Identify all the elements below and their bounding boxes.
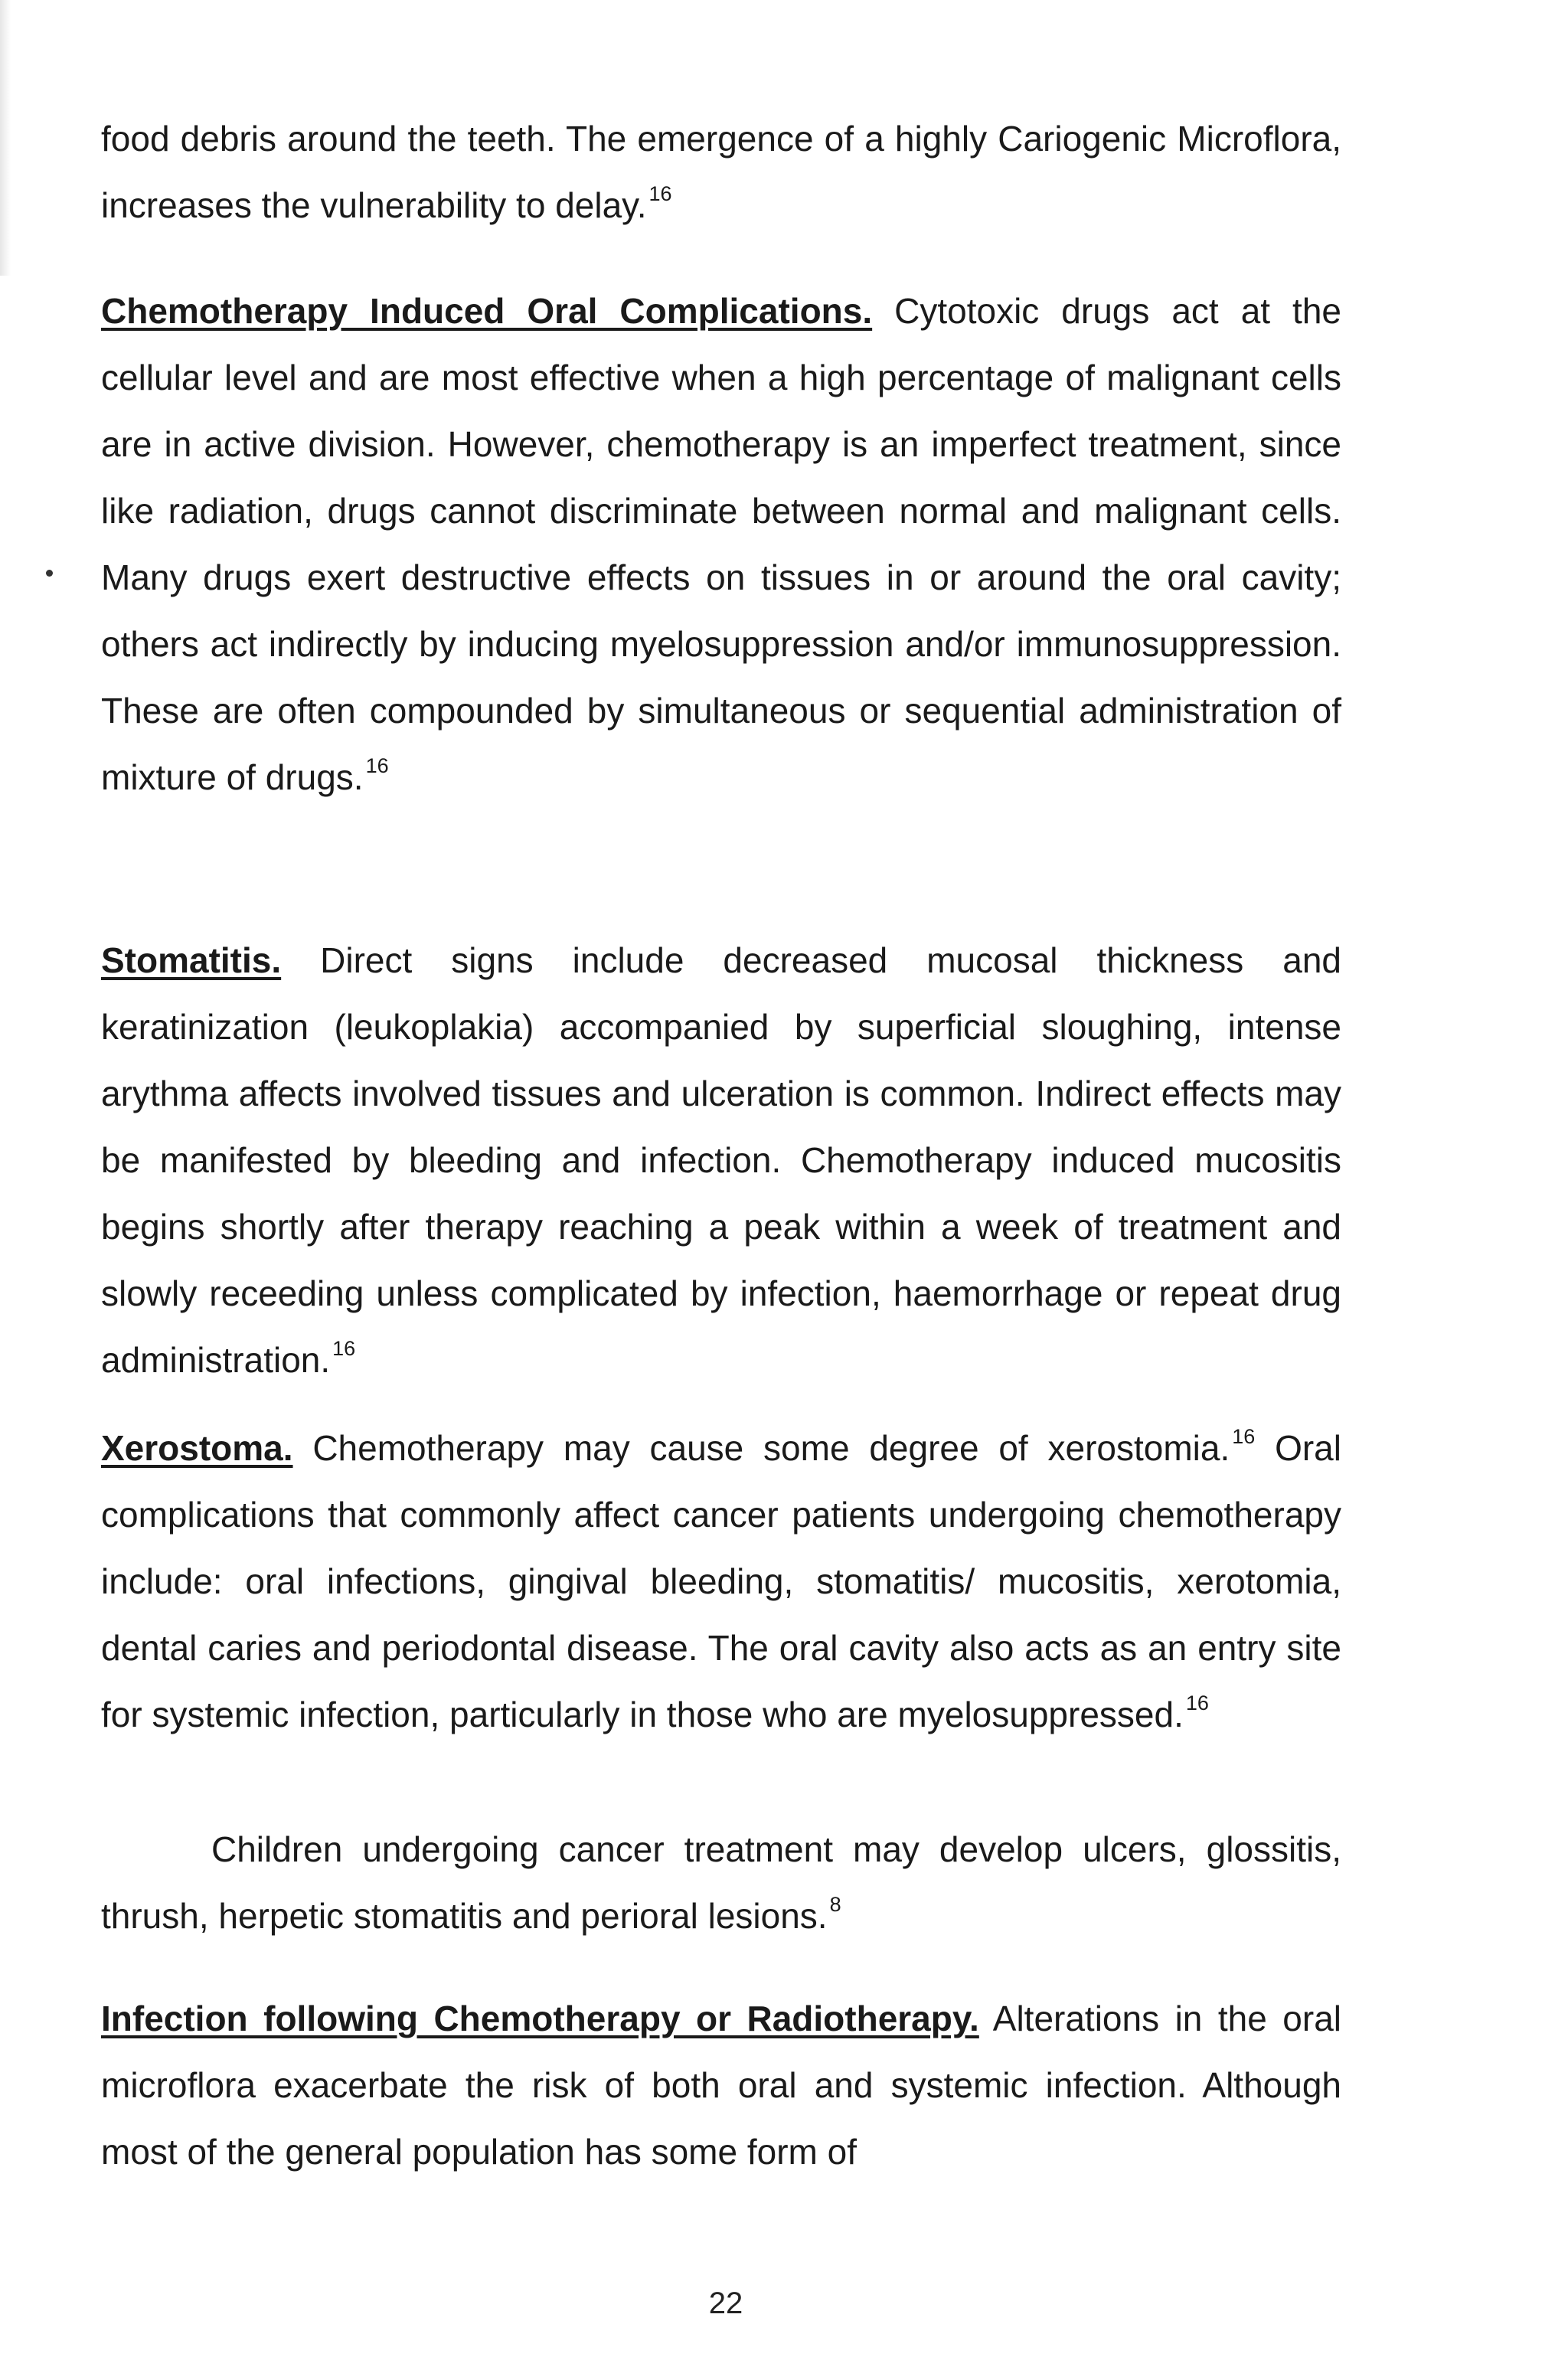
paragraph-text: Cytotoxic drugs act at the cellular level and are most effective when a high percentage of malignant cells are in active division. However, chemotherapy is an imperfect treatment, since like radiation, drugs cannot discriminate between normal and malignant cells. Many drugs exert destructive effects on tissues in or around the oral cavity; others act indirectly by inducing myelosuppression and/or immunosuppression. These are often compounded by simultaneous or sequential administration of mixture of drugs. [101,291,1342,797]
paragraph-xerostoma [101,1415,1341,1748]
margin-dot-mark [46,570,53,577]
reference-superscript: 16 [332,1337,356,1360]
section-heading: Stomatitis. [101,940,282,980]
paragraph-children-treatment [101,1816,1341,1950]
paragraph-text: Alterations in the oral microflora exacerbate the risk of both oral and systemic infection. Although most of the general population has some form of [101,1999,1341,2172]
section-heading: Xerostoma. [101,1428,293,1468]
reference-superscript: 16 [648,182,672,205]
paragraph-text: Oral complications that commonly affect cancer patients undergoing chemotherapy include: oral infections, gingival bleeding, stomatitis/ mucositis, xerotomia, dental caries and periodontal disease. The oral cavity also acts as an entry site for systemic infection, particularly in those who are myelosuppressed. [101,1428,1341,1734]
paragraph-infection [101,1986,1341,2185]
section-heading: Infection following Chemotherapy or Radiotherapy. [101,1999,979,2038]
paragraph-text: Direct signs include decreased mucosal thickness and keratinization (leukoplakia) accompanied by superficial sloughing, intense arythma affects involved tissues and ulceration is common. Indirect effects may be manifested by bleeding and infection. Chemotherapy induced mucositis begins shortly after therapy reaching a peak within a week of treatment and slowly receeding unless complicated by infection, haemorrhage or repeat drug administration. [101,940,1341,1380]
page-number: 22 [708,2286,743,2320]
paragraph-text: Children undergoing cancer treatment may develop ulcers, glossitis, thrush, herpetic stomatitis and perioral lesions. [101,1829,1341,1936]
paragraph-continuation [101,106,1341,239]
section-heading: Chemotherapy Induced Oral Complications. [101,291,873,331]
scan-edge-shadow [0,0,11,276]
paragraph-stomatitis [101,927,1341,1394]
reference-superscript: 8 [829,1893,841,1916]
reference-superscript: 16 [1185,1692,1209,1714]
reference-superscript: 16 [1232,1425,1256,1448]
reference-superscript: 16 [365,754,389,777]
paragraph-chemotherapy-complications [101,278,1341,811]
paragraph-text: food debris around the teeth. The emergence of a highly Cariogenic Microflora, increases the vulnerability to delay. [101,119,1341,225]
paragraph-text: Chemotherapy may cause some degree of xerostomia. [292,1428,1230,1468]
